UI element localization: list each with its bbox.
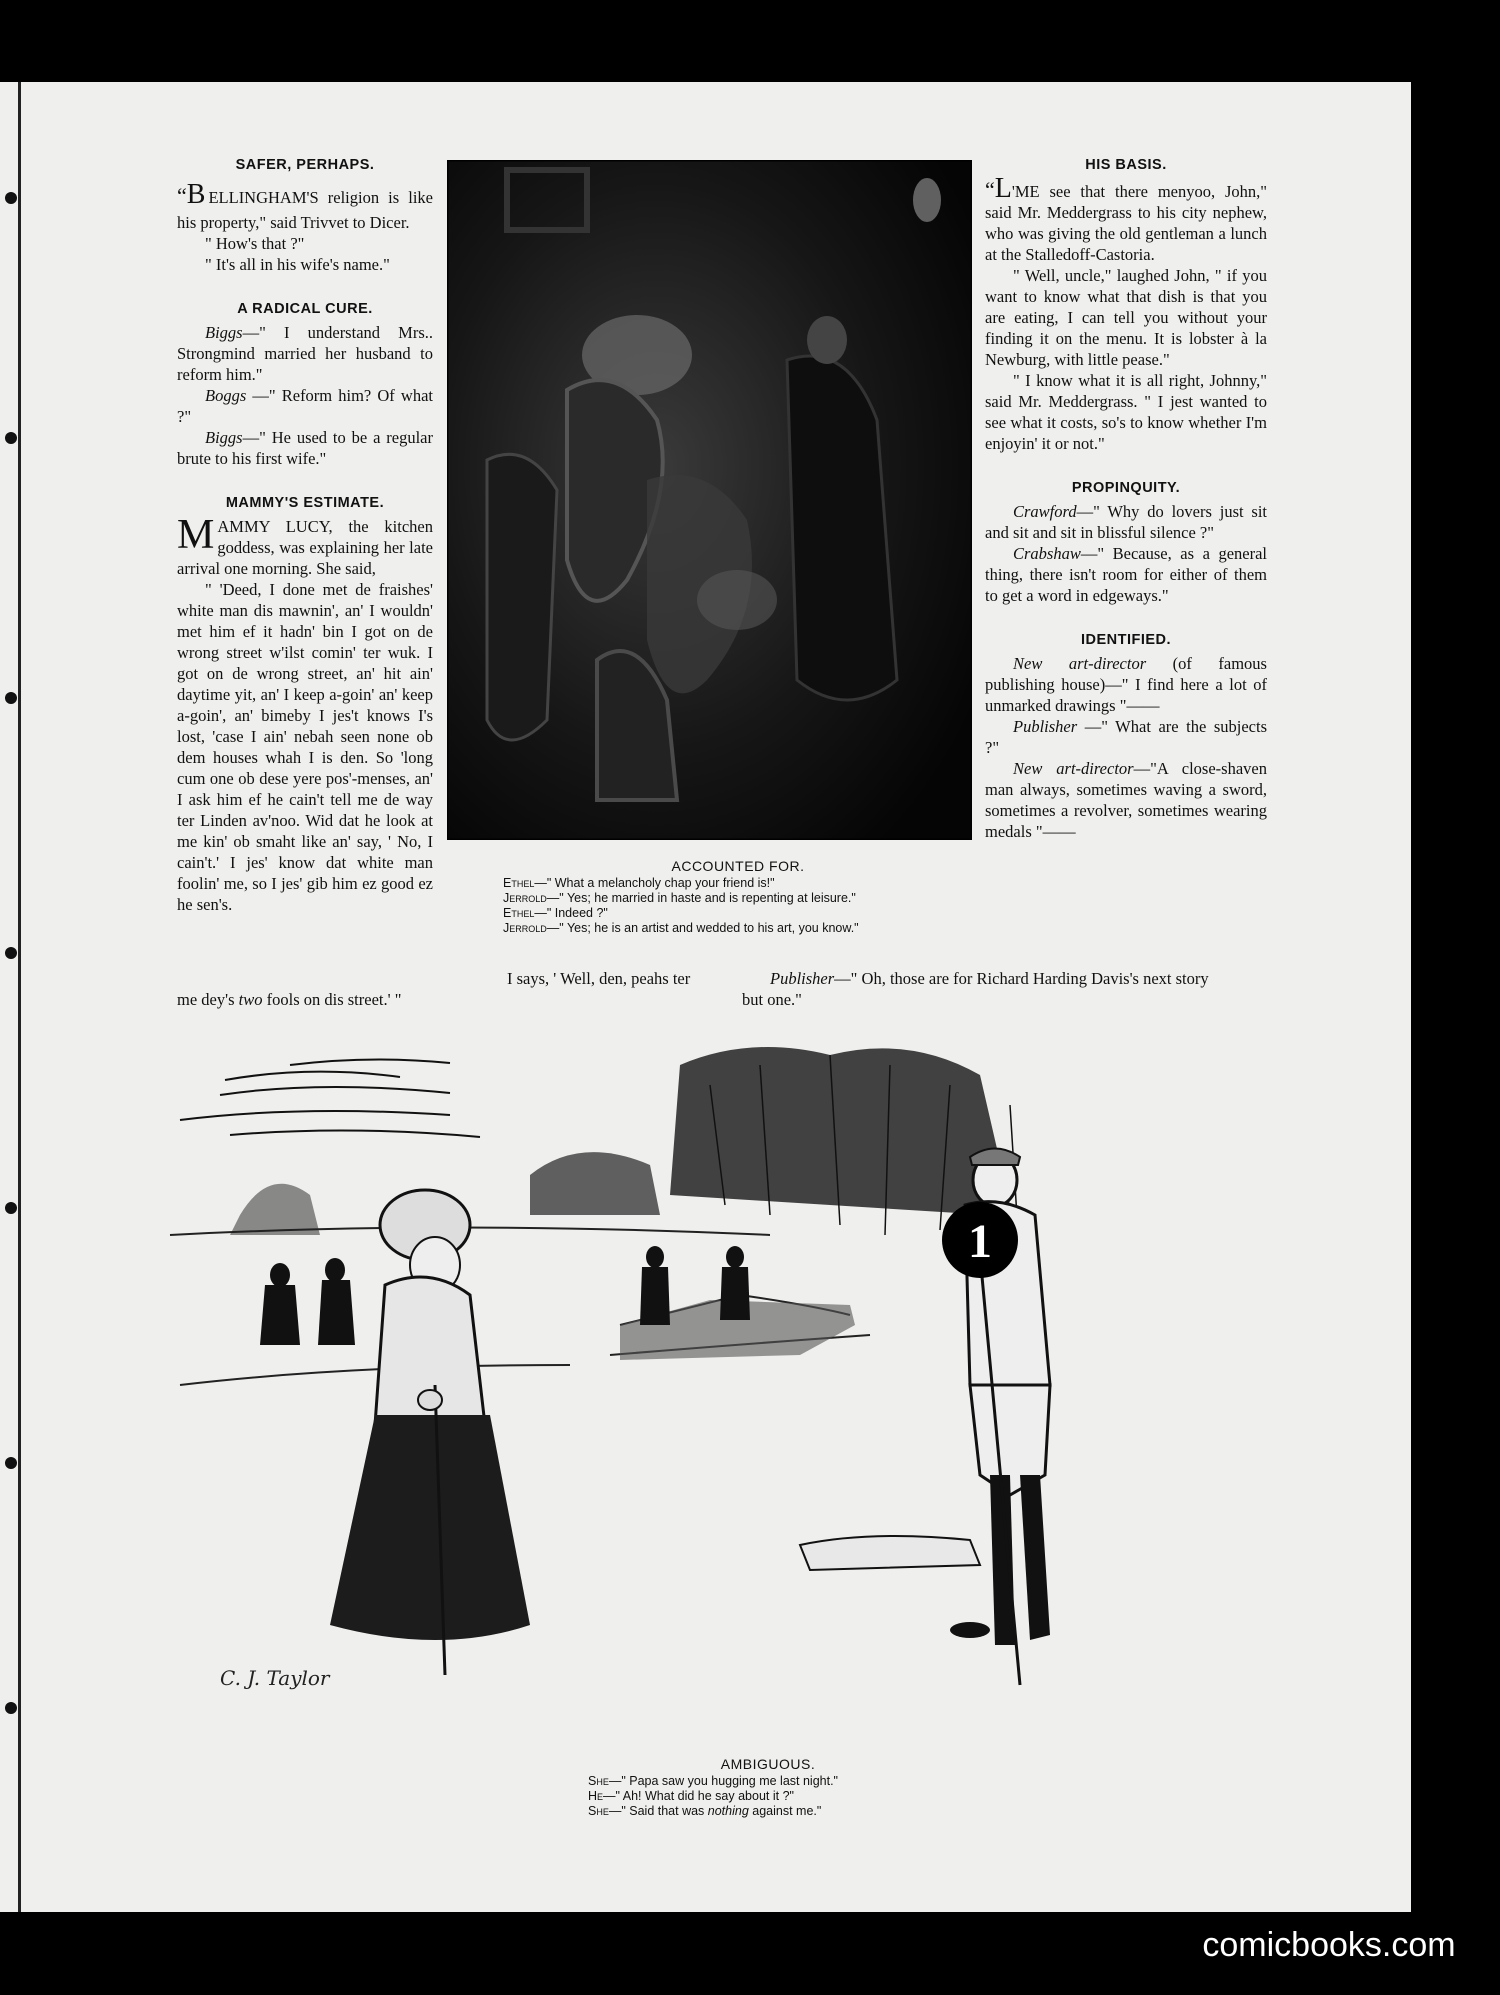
- article-his-basis: HIS BASIS. “L'ME see that there menyoo, John," said Mr. Meddergrass to his city nephew, who was giving the old gentleman a lunch at the Stalledoff-Castoria. " Well, uncle," laughed John, " if you want to know what that dish is that you are eating, I can tell you without your finding it on the menu. It is lobster à la Newburg, with little pease." " I know what it is all right, Johnny," said Mr. Meddergrass. " I jest wanted to see what it costs, so's to know whether I'm enjoyin' it or not.": [985, 157, 1267, 453]
- paragraph: fools on dis street.' ": [262, 990, 402, 1009]
- drop-cap: L: [994, 173, 1012, 204]
- speaker: New art-director: [1013, 759, 1134, 778]
- dialogue: —" Papa saw you hugging me last night.": [608, 1774, 838, 1788]
- speaker: New art-director: [1013, 654, 1147, 673]
- article-mammys-estimate: [177, 493, 433, 915]
- watermark: comicbooks.com: [1184, 1917, 1474, 1973]
- paragraph: —" He used to be a regular brute to his first wife.": [177, 428, 433, 468]
- paragraph: I says, ' Well, den, peahs ter: [507, 969, 691, 988]
- article-title: MAMMY'S ESTIMATE.: [225, 495, 385, 511]
- emphasis: two: [238, 990, 263, 1009]
- caption-line: [503, 891, 973, 906]
- caption-line: [588, 1804, 948, 1819]
- dialogue: —" Yes; he married in haste and is repenting at leisure.": [546, 891, 856, 905]
- speaker: Biggs: [205, 323, 243, 342]
- paragraph: AMMY LUCY, the kitchen goddess, was explaining her late arrival one morning. She said,: [177, 517, 433, 578]
- caption-title: ACCOUNTED FOR.: [671, 858, 805, 874]
- paragraph: (of famous publishing house)—" I find here a lot of unmarked drawings "——: [985, 654, 1267, 715]
- emphasis: nothing: [707, 1804, 749, 1818]
- speaker: She: [588, 1774, 609, 1788]
- article-title: A RADICAL CURE.: [237, 301, 373, 317]
- dialogue: —" Yes; he is an artist and wedded to his art, you know.": [546, 921, 859, 935]
- caption-line: [588, 1789, 948, 1804]
- speaker: Jerrold: [503, 891, 547, 905]
- speaker: She: [588, 1804, 609, 1818]
- article-title: HIS BASIS.: [1085, 157, 1167, 173]
- artist-signature: C. J. Taylor: [220, 1666, 330, 1690]
- speaker: Crawford: [1013, 502, 1077, 521]
- speaker: He: [588, 1789, 604, 1803]
- paragraph: —" Because, as a general thing, there isn't room for either of them to get a word in edgeways.": [985, 544, 1267, 605]
- speaker: Publisher: [1013, 717, 1078, 736]
- speaker: Publisher: [770, 969, 835, 988]
- painting-illustration: [447, 160, 972, 840]
- left-column: [177, 155, 433, 939]
- speaker: Ethel: [503, 876, 535, 890]
- paragraph: " It's all in his wife's name.": [205, 255, 390, 274]
- article-radical-cure: [177, 299, 433, 469]
- paragraph: —" What are the subjects ?": [985, 717, 1267, 757]
- article-title: PROPINQUITY.: [1071, 480, 1181, 496]
- dialogue: —" Indeed ?": [534, 906, 608, 920]
- paragraph: —" Reform him? Of what ?": [177, 386, 433, 426]
- accounted-for-caption: [503, 859, 973, 936]
- caption-line: [503, 876, 973, 891]
- speaker: Jerrold: [503, 921, 547, 935]
- speaker: Biggs: [205, 428, 243, 447]
- paragraph: ELLINGHAM'S religion is like his property," said Trivvet to Dicer.: [177, 188, 433, 232]
- caption-title: AMBIGUOUS.: [720, 1756, 816, 1772]
- caption-line: [503, 906, 973, 921]
- caption-line: [588, 1774, 948, 1789]
- speaker: Crabshaw: [1013, 544, 1081, 563]
- dialogue: against me.": [748, 1804, 822, 1818]
- article-identified: [985, 630, 1267, 842]
- paragraph: me dey's: [177, 990, 239, 1009]
- ambiguous-caption: [588, 1757, 948, 1819]
- article-title: SAFER, PERHAPS.: [235, 157, 375, 173]
- article-safer-perhaps: SAFER, PERHAPS. “B ELLINGHAM'S religion is like his property," said Trivvet to Dicer. " How's that ?" " It's all in his wife's name.": [177, 157, 433, 274]
- article-propinquity: [985, 478, 1267, 606]
- paragraph: —" Oh, those are for Richard Harding Davis's next story: [834, 969, 1209, 988]
- drop-cap: M: [177, 512, 215, 558]
- speaker: Boggs: [205, 386, 247, 405]
- speaker: Ethel: [503, 906, 535, 920]
- paragraph: —" Why do lovers just sit and sit and sit in blissful silence ?": [985, 502, 1267, 542]
- flag-number: 1: [968, 1215, 992, 1268]
- drop-cap: B: [186, 179, 206, 210]
- paragraph: but one.": [742, 990, 802, 1009]
- dialogue: —" What a melancholy chap your friend is!": [534, 876, 775, 890]
- golf-illustration: [150, 1025, 1280, 1755]
- paragraph: " I know what it is all right, Johnny," said Mr. Meddergrass. " I jest wanted to see what it costs, so's to know whether I'm enjoyin' it or not.": [985, 371, 1267, 453]
- article-title: IDENTIFIED.: [1080, 632, 1172, 648]
- paragraph: " Well, uncle," laughed John, " if you want to know what that dish is that you are eating, I can tell you without your finding it on the menu. It is lobster à la Newburg, with little pease.": [985, 266, 1267, 369]
- paragraph: —" I understand Mrs.. Strongmind married her husband to reform him.": [177, 323, 433, 384]
- dialogue: —" Said that was: [608, 1804, 708, 1818]
- paragraph: " 'Deed, I done met de fraishes' white man dis mawnin', an' I wouldn' met him ef it hadn' bin I got on de wrong street w'ilst comin' ter wuk. I got on de wrong street, an' hit ain' daytime yit, an' I keep a-goin' an' keep a-goin', an' bimeby I jes't knows I's lost, 'case I ain' nebah seen none ob dem houses whah I is den. So 'long cum one ob dese yere pos'-menses, an' I ask him ef he cain't tell me de way ter Linden av'noo. Wid dat he look at me kin' ob smaht like an' say, ' No, I cain't.' I jes' know dat white man foolin' me, so I jes' gib him ez good ez he sen's.: [177, 580, 433, 914]
- paragraph: 'ME see that there menyoo, John," said Mr. Meddergrass to his city nephew, who was giving the old gentleman a lunch at the Stalledoff-Castoria.: [985, 182, 1267, 264]
- right-column: [985, 155, 1267, 866]
- paragraph: —"A close-shaven man always, sometimes waving a sword, sometimes a revolver, sometimes wearing medals "——: [985, 759, 1267, 841]
- caption-line: [503, 921, 973, 936]
- paragraph: " How's that ?": [205, 234, 305, 253]
- dialogue: —" Ah! What did he say about it ?": [603, 1789, 794, 1803]
